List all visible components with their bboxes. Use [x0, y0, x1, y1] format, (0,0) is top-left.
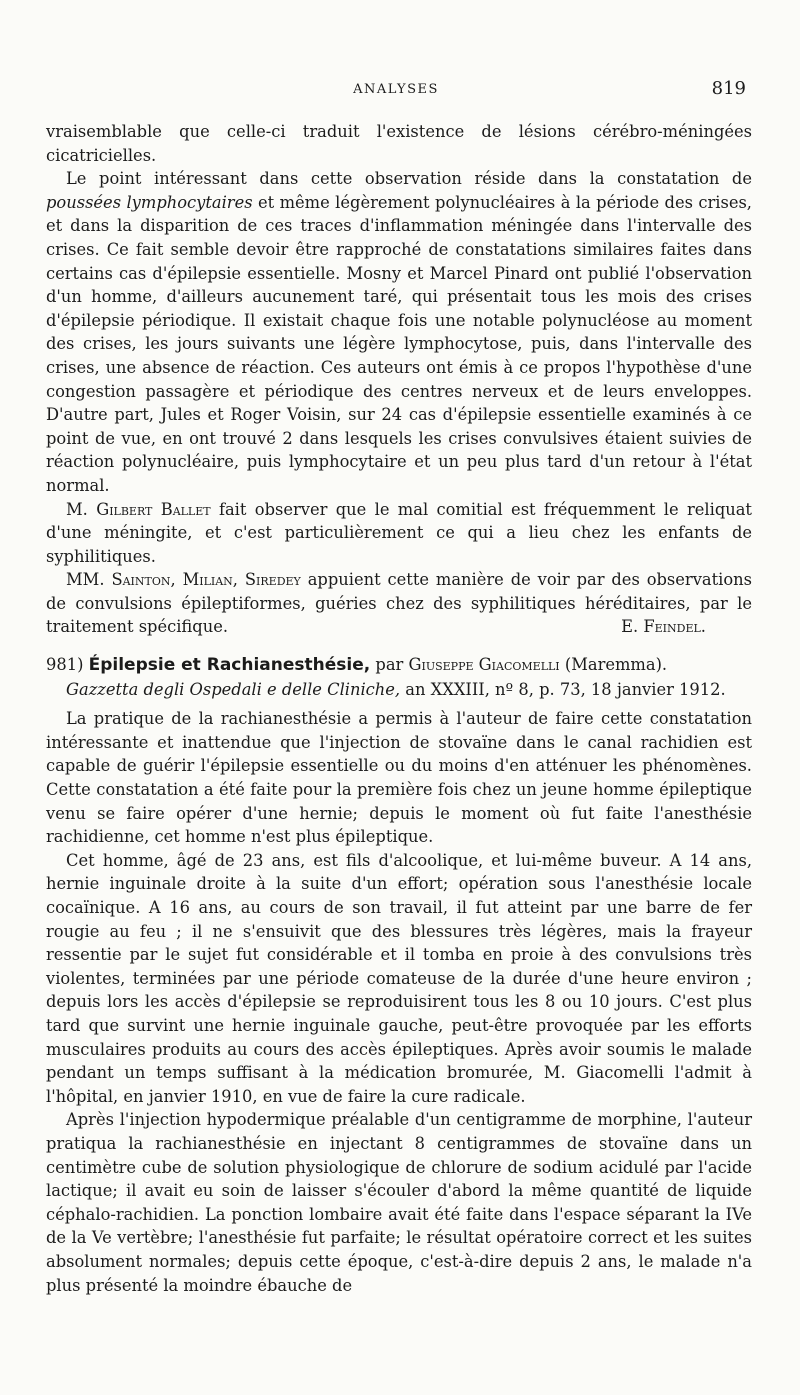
prefix: MM.: [66, 570, 112, 590]
paragraph-entry-2: Cet homme, âgé de 23 ans, est fils d'alcoolique, et lui-même buveur. A 14 ans, hernie inguinale droite à la suite d'un effort; opération sous l'anesthésie locale cocaïnique. A 16 ans, au cours de son travail, il fut atteint par une barre de fer rougie au feu ; il ne s'ensuivit que des blessures très légères, mais la frayeur ressentie par le sujet fut considérable et il tomba en proie à des convulsions très violentes, terminées par une période comateuse de la durée d'une heure environ ; depuis lors les accès d'épilepsie se reproduisirent tous les 8 ou 10 jours. C'est plus tard que survint une hernie inguinale gauche, peut-être provoquée par les efforts musculaires produits au cours des accès épileptiques. Après avoir soumis le malade pendant un temps suffisant à la médication bromurée, M. Giacomelli l'admit à l'hôpital, en janvier 1910, en vue de faire la cure radicale.: [46, 850, 752, 1106]
entry-place: (Maremma).: [559, 655, 668, 675]
entry-title: Épilepsie et Rachianesthésie,: [88, 655, 371, 676]
paragraph-ballet: [46, 498, 752, 569]
paragraph-entry-1: La pratique de la rachianesthésie a permis à l'auteur de faire cette constatation intéressante et inattendue que l'injection de stovaïne dans le canal rachidien est capable de guérir l'épilepsie essentielle ou du moins d'en atténuer les phénomènes. Cette constatation a été faite pour la première fois chez un jeune homme épileptique venu se faire opérer d'une hernie; depuis le moment où fut faite l'anesthésie rachidienne, cet homme n'est plus épileptique.: [46, 709, 752, 847]
journal-name: Gazzetta degli Ospedali e delle Cliniche,: [66, 679, 401, 699]
by-word: par: [370, 655, 409, 675]
author-names: Gilbert Ballet: [96, 499, 211, 519]
page-number: 819: [711, 78, 746, 99]
entry-heading: [46, 653, 752, 678]
running-title: ANALYSES: [353, 82, 439, 97]
paragraph-text: et même légèrement polynucléaires à la période des crises, et dans la disparition de ces traces d'inflammation méningée dans l'intervalle des crises. Ce fait semble devoir être rapproché de constatations similaires faites dans certains cas d'épilepsie essentielle. Mosny et Marcel Pinard ont publié l'observation d'un homme, d'ailleurs aucunement taré, qui présentait tous les mois des crises d'épilepsie périodique. Il existait chaque fois une notable polynucléose au moment des crises, les jours suivants une légère lymphocytose, puis, dans l'intervalle des crises, une absence de réaction. Ces auteurs ont émis à ce propos l'hypothèse d'une congestion passagère et périodique des centres nerveux et de leurs enveloppes. D'autre part, Jules et Roger Voisin, sur 24 cas d'épilepsie essentielle examinés à ce point de vue, en ont trouvé 2 dans lesquels les crises convulsives étaient suivies de réaction polynucléaire, puis lymphocytaire et un peu plus tard d'un retour à l'état normal.: [46, 192, 752, 495]
page-header: [46, 78, 746, 102]
paragraph-continuation: vraisemblable que celle-ci traduit l'existence de lésions cérébro-méningées cicatricielles.: [46, 122, 752, 165]
citation-details: an XXXIII, nº 8, p. 73, 18 janvier 1912.: [400, 679, 726, 699]
prefix: M.: [66, 499, 97, 519]
entry-number: 981): [46, 655, 84, 675]
paragraph-text: appuient cette manière de voir par des observations de convulsions épileptiformes, guéries chez des syphilitiques héréditaires, par le traitement spécifique.: [46, 570, 752, 637]
paragraph-entry-3: Après l'injection hypodermique préalable d'un centigramme de morphine, l'auteur pratiqua la rachianesthésie en injectant 8 centigrammes de stovaïne dans un centimètre cube de solution physiologique de chlorure de sodium acidulé par l'acide lactique; il avait eu soin de laisser s'écouler d'abord la même quantité de liquide céphalo-rachidien. La ponction lombaire avait été faite dans l'espace séparant la IVe de la Ve vertèbre; l'anesthésie fut parfaite; le résultat opératoire correct et les suites absolument normales; depuis cette époque, c'est-à-dire depuis 2 ans, le malade n'a plus présenté la moindre ébauche de: [46, 1110, 752, 1295]
author-names: Sainton, Milian, Siredey: [111, 570, 301, 590]
entry-citation: [46, 678, 752, 702]
entry-author: Giuseppe Giacomelli: [408, 655, 560, 675]
body-text: [46, 120, 752, 1297]
italic-term: poussées lymphocytaires: [46, 192, 253, 212]
paragraph-text: Le point intéressant dans cette observation réside dans la constatation de: [66, 169, 752, 189]
paragraph-text: fait observer que le mal comitial est fréquemment le reliquat d'une méningite, et c'est particulièrement ce qui a lieu chez les enfants de syphilitiques.: [46, 499, 752, 566]
reviewer-signature: E. Feindel.: [621, 617, 706, 637]
paragraph-observation: [46, 167, 752, 497]
